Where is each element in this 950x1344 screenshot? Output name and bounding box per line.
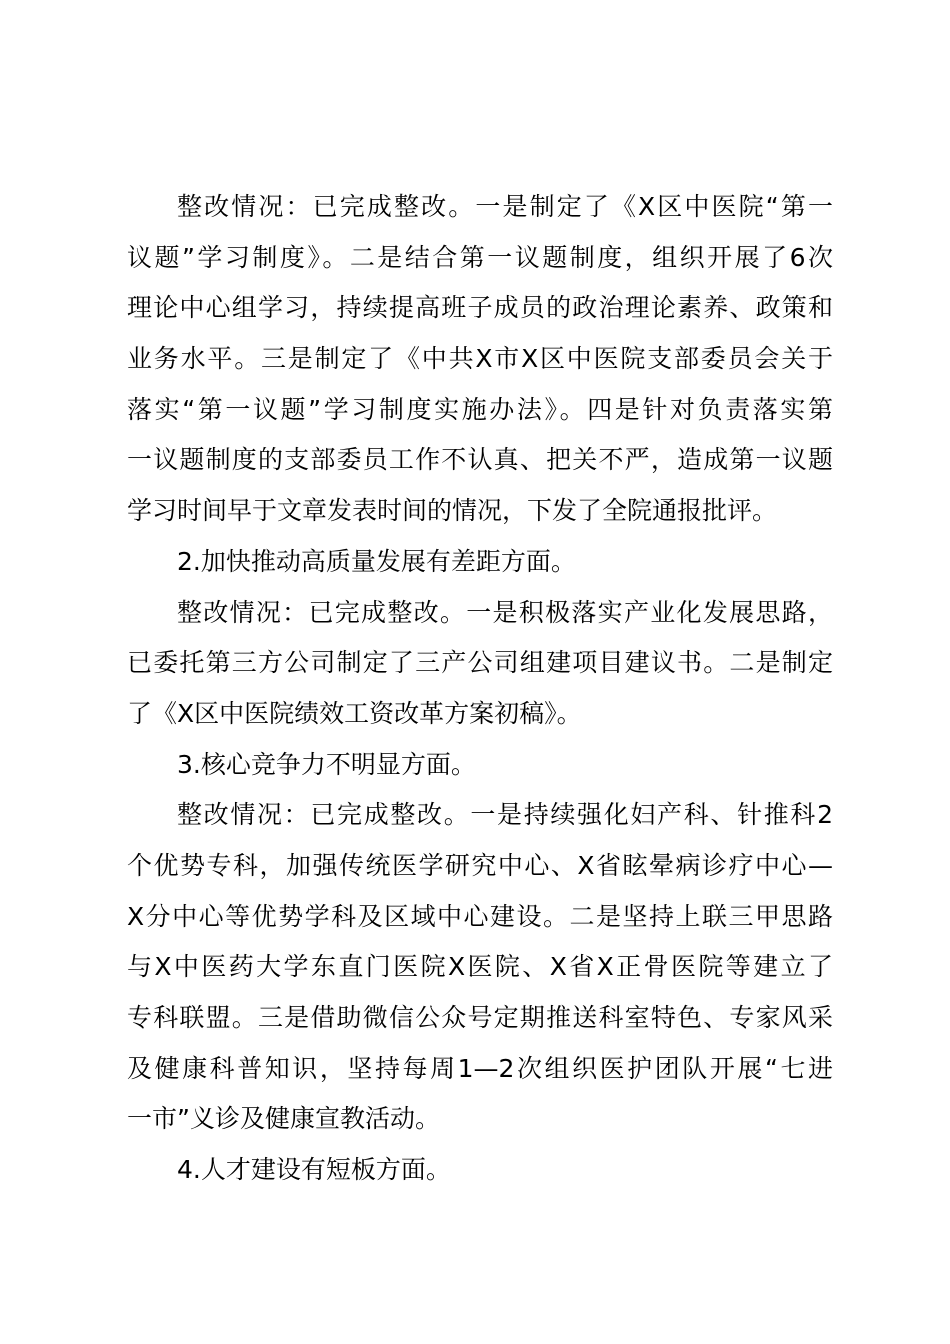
section-heading: 3.核心竞争力不明显方面。 bbox=[177, 749, 476, 779]
paragraph-line: 学习时间早于文章发表时间的情况，下发了全院通报批评。 bbox=[127, 496, 778, 526]
paragraph-line: 落实“第一议题”学习制度实施办法》。四是针对负责落实第 bbox=[127, 394, 833, 424]
paragraph-line: 与X中医药大学东直门医院X医院、X省X正骨医院等建立了 bbox=[127, 952, 833, 982]
document-body bbox=[127, 182, 833, 1196]
paragraph-line: 及健康科普知识，坚持每周1—2次组织医护团队开展“七进 bbox=[127, 1053, 833, 1083]
paragraph-line: 整改情况：已完成整改。一是制定了《X区中医院“第一 bbox=[177, 192, 833, 221]
paragraph-line: 已委托第三方公司制定了三产公司组建项目建议书。二是制定 bbox=[127, 648, 833, 678]
paragraph-line: 业务水平。三是制定了《中共X市X区中医院支部委员会关于 bbox=[127, 344, 833, 374]
paragraph-line: 整改情况：已完成整改。一是持续强化妇产科、针推科2 bbox=[177, 800, 833, 830]
section-heading: 2.加快推动高质量发展有差距方面。 bbox=[177, 546, 576, 576]
paragraph-line: 专科联盟。三是借助微信公众号定期推送科室特色、专家风采 bbox=[127, 1003, 833, 1032]
paragraph-line: 议题”学习制度》。二是结合第一议题制度，组织开展了6次 bbox=[127, 242, 833, 272]
paragraph-line: 理论中心组学习，持续提高班子成员的政治理论素养、政策和 bbox=[127, 293, 833, 323]
paragraph-line: 个优势专科，加强传统医学研究中心、X省眩晕病诊疗中心— bbox=[127, 850, 833, 880]
paragraph-line: 整改情况：已完成整改。一是积极落实产业化发展思路， bbox=[177, 597, 833, 627]
paragraph-line: 一议题制度的支部委员工作不认真、把关不严，造成第一议题 bbox=[127, 445, 833, 475]
section-heading: 4.人才建设有短板方面。 bbox=[177, 1155, 451, 1185]
paragraph-line: 了《X区中医院绩效工资改革方案初稿》。 bbox=[127, 698, 582, 728]
paragraph-line: X分中心等优势学科及区域中心建设。二是坚持上联三甲思路 bbox=[127, 901, 833, 931]
paragraph-line: 一市”义诊及健康宣教活动。 bbox=[127, 1104, 440, 1134]
